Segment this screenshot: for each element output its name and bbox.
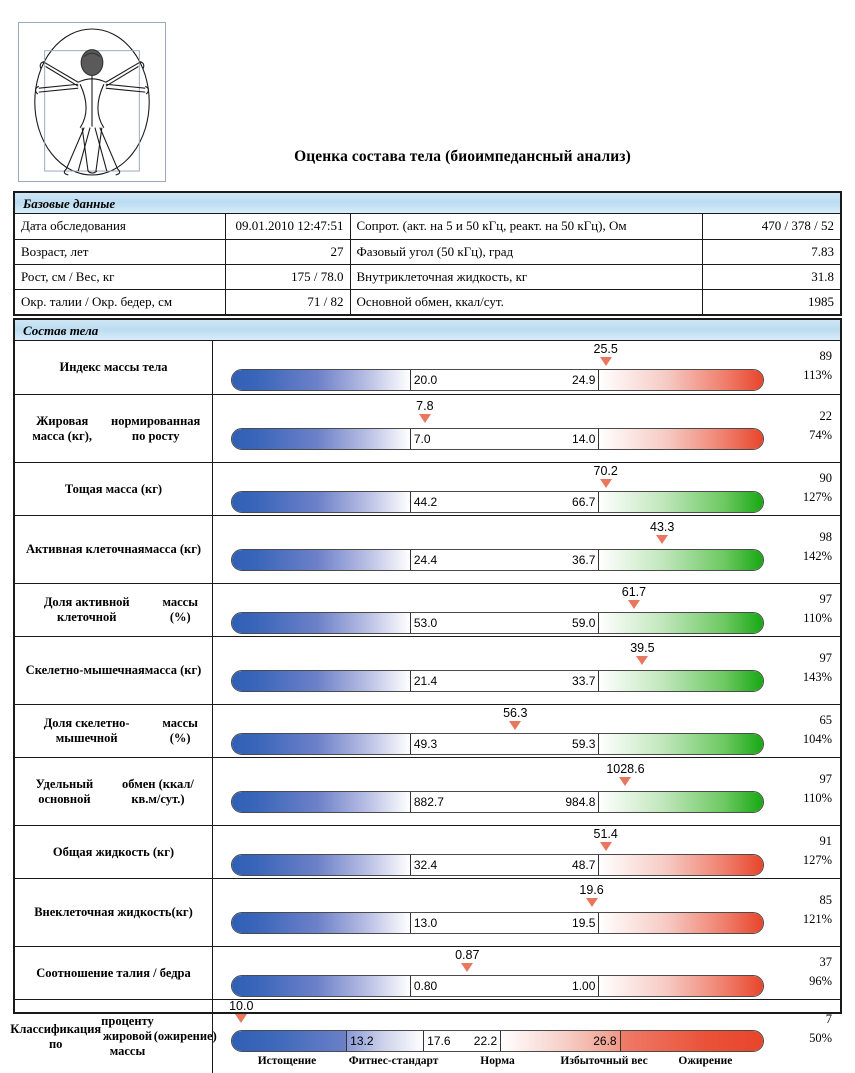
metric-name bbox=[15, 463, 213, 515]
segment-high bbox=[598, 429, 763, 449]
metric-name bbox=[15, 826, 213, 878]
segment-low bbox=[232, 492, 410, 512]
segment-normal bbox=[410, 734, 599, 754]
marker-value: 51.4 bbox=[593, 827, 618, 841]
range-bar bbox=[231, 733, 764, 755]
metric-scale bbox=[213, 516, 778, 583]
value-marker bbox=[595, 763, 655, 786]
range-bar bbox=[231, 670, 764, 692]
marker-value: 70.2 bbox=[593, 464, 618, 478]
body-composition-header: Состав тела bbox=[15, 320, 840, 341]
page-title: Оценка состава тела (биоимпедансный анализ) bbox=[294, 148, 631, 165]
segment-high bbox=[598, 792, 763, 812]
range-low-value: 7.0 bbox=[413, 432, 431, 446]
marker-value: 19.6 bbox=[579, 883, 604, 897]
marker-value: 0.87 bbox=[455, 948, 480, 962]
value-marker bbox=[576, 343, 636, 366]
marker-triangle-icon bbox=[509, 721, 521, 730]
classification-category-label: Истощение bbox=[257, 1055, 317, 1067]
metric-absolute: 22 bbox=[819, 409, 832, 423]
range-high-value: 33.7 bbox=[572, 674, 596, 688]
range-low-value: 13.0 bbox=[413, 916, 438, 930]
value-marker bbox=[604, 586, 664, 609]
range-high-value: 48.7 bbox=[572, 858, 596, 872]
segment-low bbox=[232, 370, 410, 390]
range-low-value: 44.2 bbox=[413, 495, 438, 509]
base-label-right: Основной обмен, ккал/сут. bbox=[350, 289, 702, 314]
range-low-value: 882.7 bbox=[413, 795, 444, 809]
metric-absolute: 97 bbox=[819, 772, 832, 786]
metric-percent: 110% bbox=[803, 791, 832, 805]
range-bar bbox=[231, 912, 764, 934]
metric-label-line: (кг) bbox=[171, 905, 193, 919]
value-marker bbox=[612, 642, 672, 665]
metric-scale bbox=[213, 341, 778, 394]
marker-triangle-icon bbox=[600, 357, 612, 366]
range-bar bbox=[231, 491, 764, 513]
base-data-section bbox=[13, 191, 842, 316]
range-bar bbox=[231, 854, 764, 876]
range-bar bbox=[231, 549, 764, 571]
segment-low bbox=[232, 671, 410, 691]
range-high-value: 1.00 bbox=[572, 979, 596, 993]
segment-high bbox=[598, 370, 763, 390]
range-low-value: 32.4 bbox=[413, 858, 438, 872]
range-high-value: 36.7 bbox=[572, 553, 596, 567]
metric-label-line: нормированная по росту bbox=[111, 413, 201, 443]
metric-scale bbox=[213, 947, 778, 999]
base-value-left: 27 bbox=[225, 239, 350, 264]
metric-label-line: проценту жировой массы bbox=[101, 1014, 154, 1058]
body-composition-section bbox=[10, 318, 842, 1067]
segment-high bbox=[598, 976, 763, 996]
marker-triangle-icon bbox=[619, 777, 631, 786]
metric-name bbox=[15, 341, 213, 394]
segment-low bbox=[232, 913, 410, 933]
metric-percent: 104% bbox=[802, 732, 832, 746]
segment-low bbox=[232, 976, 410, 996]
range-low-value: 53.0 bbox=[413, 616, 438, 630]
metric-absolute: 91 bbox=[819, 834, 832, 848]
metric-percent: 142% bbox=[802, 549, 832, 563]
metric-absolute: 97 bbox=[819, 592, 832, 606]
segment-high bbox=[598, 734, 763, 754]
base-label-left: Возраст, лет bbox=[15, 239, 225, 264]
range-high-value: 66.7 bbox=[572, 495, 596, 509]
base-value-right: 1985 bbox=[702, 289, 840, 314]
metric-results bbox=[778, 516, 840, 583]
marker-value: 43.3 bbox=[650, 520, 675, 534]
segment-normal bbox=[410, 429, 599, 449]
metric-results bbox=[778, 463, 840, 515]
range-bar bbox=[231, 975, 764, 997]
segment-normal bbox=[410, 550, 599, 570]
metric-results bbox=[778, 947, 840, 999]
metric-label-line: масса (кг) bbox=[144, 663, 202, 677]
base-label-left: Окр. талии / Окр. бедер, см bbox=[15, 289, 225, 314]
range-low-value: 21.4 bbox=[413, 674, 438, 688]
metric-percent: 50% bbox=[809, 1031, 832, 1045]
classification-boundary: 26.8 bbox=[593, 1034, 617, 1048]
metric-label-line: Тощая масса (кг) bbox=[64, 481, 163, 496]
classification-row bbox=[10, 999, 840, 1073]
classification-segment bbox=[423, 1031, 500, 1051]
metric-percent: 96% bbox=[809, 974, 832, 988]
metric-absolute: 37 bbox=[819, 955, 832, 969]
metric-name bbox=[15, 947, 213, 999]
metric-absolute: 7 bbox=[825, 1012, 832, 1026]
marker-triangle-icon bbox=[656, 535, 668, 544]
body-composition-row bbox=[15, 636, 840, 704]
metric-percent: 127% bbox=[802, 853, 832, 867]
range-low-value: 20.0 bbox=[413, 373, 438, 387]
classification-segment bbox=[500, 1031, 619, 1051]
metric-label-line: Скелетно-мышечная bbox=[25, 663, 145, 677]
base-data-table bbox=[15, 214, 840, 314]
metric-name bbox=[15, 395, 213, 462]
metric-results bbox=[778, 637, 840, 704]
value-marker bbox=[562, 884, 622, 907]
metric-name bbox=[10, 1000, 217, 1073]
segment-normal bbox=[410, 671, 599, 691]
base-data-row bbox=[15, 214, 840, 239]
segment-low bbox=[232, 550, 410, 570]
marker-triangle-icon bbox=[419, 414, 431, 423]
body-composition-row bbox=[15, 704, 840, 757]
metric-percent: 110% bbox=[803, 611, 832, 625]
range-low-value: 24.4 bbox=[413, 553, 438, 567]
classification-category-label: Ожирение bbox=[678, 1055, 733, 1067]
marker-value: 56.3 bbox=[503, 706, 528, 720]
segment-low bbox=[232, 613, 410, 633]
body-composition-row bbox=[15, 878, 840, 946]
metric-label-line: обмен (ккал/кв.м/сут.) bbox=[121, 776, 194, 806]
metric-results bbox=[778, 826, 840, 878]
metric-percent: 127% bbox=[802, 490, 832, 504]
base-data-row bbox=[15, 239, 840, 264]
classification-category-label: Избыточный вес bbox=[560, 1055, 648, 1067]
segment-low bbox=[232, 855, 410, 875]
segment-normal bbox=[410, 792, 599, 812]
metric-results bbox=[778, 705, 840, 757]
metric-scale bbox=[213, 395, 778, 462]
metric-absolute: 90 bbox=[819, 471, 832, 485]
metric-absolute: 65 bbox=[819, 713, 832, 727]
body-composition-row bbox=[15, 583, 840, 636]
segment-normal bbox=[410, 370, 599, 390]
marker-triangle-icon bbox=[628, 600, 640, 609]
metric-name bbox=[15, 758, 213, 825]
report-header bbox=[0, 0, 855, 180]
metric-scale bbox=[213, 463, 778, 515]
segment-normal bbox=[410, 976, 599, 996]
metric-scale bbox=[213, 758, 778, 825]
base-value-left: 71 / 82 bbox=[225, 289, 350, 314]
value-marker bbox=[576, 828, 636, 851]
metric-name bbox=[15, 516, 213, 583]
metric-results bbox=[778, 395, 840, 462]
metric-name bbox=[15, 584, 213, 636]
classification-category-label: Фитнес-стандарт bbox=[348, 1055, 439, 1067]
metric-label-line: (ожирение) bbox=[153, 1029, 217, 1043]
marker-value: 10.0 bbox=[229, 999, 254, 1013]
segment-normal bbox=[410, 855, 599, 875]
metric-results bbox=[778, 1000, 840, 1073]
body-composition-row bbox=[15, 341, 840, 394]
metric-scale bbox=[213, 584, 778, 636]
metric-label-line: Общая жидкость (кг) bbox=[52, 844, 175, 859]
range-high-value: 24.9 bbox=[572, 373, 596, 387]
marker-value: 7.8 bbox=[416, 399, 434, 413]
classification-category-label: Норма bbox=[480, 1055, 515, 1067]
marker-value: 61.7 bbox=[621, 585, 647, 599]
segment-low bbox=[232, 429, 410, 449]
metric-scale bbox=[213, 705, 778, 757]
metric-label-line: масса (кг) bbox=[144, 542, 202, 556]
metric-absolute: 98 bbox=[819, 530, 832, 544]
classification-bar bbox=[231, 1030, 764, 1052]
metric-name bbox=[15, 637, 213, 704]
metric-label-line: массы (%) bbox=[162, 716, 198, 745]
value-marker bbox=[576, 465, 636, 488]
range-high-value: 14.0 bbox=[572, 432, 596, 446]
segment-low bbox=[232, 792, 410, 812]
metric-absolute: 89 bbox=[819, 349, 832, 363]
segment-normal bbox=[410, 492, 599, 512]
metric-label-line: Внеклеточная жидкость bbox=[34, 905, 172, 919]
range-bar bbox=[231, 612, 764, 634]
base-value-left: 175 / 78.0 bbox=[225, 264, 350, 289]
metric-label-line: Классификация по bbox=[10, 1021, 102, 1051]
classification-boundary: 17.6 bbox=[427, 1034, 451, 1048]
range-high-value: 59.3 bbox=[572, 737, 596, 751]
metric-results bbox=[778, 879, 840, 946]
metric-label-line: Удельный основной bbox=[35, 776, 94, 806]
base-label-left: Рост, см / Вес, кг bbox=[15, 264, 225, 289]
metric-label-line: Соотношение талия / бедра bbox=[36, 965, 191, 980]
value-marker bbox=[632, 521, 692, 544]
base-value-left: 09.01.2010 12:47:51 bbox=[225, 214, 350, 239]
classification-boundary: 22.2 bbox=[473, 1034, 498, 1048]
range-high-value: 59.0 bbox=[572, 616, 596, 630]
segment-high bbox=[598, 671, 763, 691]
body-composition-row bbox=[15, 515, 840, 583]
classification-legend bbox=[231, 1055, 764, 1071]
value-marker bbox=[211, 1000, 271, 1023]
metric-percent: 113% bbox=[803, 368, 832, 382]
marker-value: 25.5 bbox=[593, 342, 618, 356]
range-low-value: 49.3 bbox=[413, 737, 438, 751]
base-data-header: Базовые данные bbox=[15, 193, 840, 214]
classification-boundary: 13.2 bbox=[350, 1034, 374, 1048]
base-label-right: Сопрот. (акт. на 5 и 50 кГц, реакт. на 50 кГц), Ом bbox=[350, 214, 702, 239]
base-label-right: Фазовый угол (50 кГц), град bbox=[350, 239, 702, 264]
classification-segment bbox=[232, 1031, 346, 1051]
segment-high bbox=[598, 550, 763, 570]
metric-name bbox=[15, 705, 213, 757]
marker-triangle-icon bbox=[586, 898, 598, 907]
segment-low bbox=[232, 734, 410, 754]
metric-percent: 143% bbox=[802, 670, 832, 684]
value-marker bbox=[437, 949, 497, 972]
segment-high bbox=[598, 492, 763, 512]
marker-triangle-icon bbox=[235, 1014, 247, 1023]
metric-percent: 74% bbox=[809, 428, 832, 442]
metric-scale bbox=[213, 879, 778, 946]
segment-high bbox=[598, 613, 763, 633]
base-value-right: 470 / 378 / 52 bbox=[702, 214, 840, 239]
range-high-value: 984.8 bbox=[565, 795, 596, 809]
metric-label-line: Жировая масса (кг), bbox=[32, 413, 92, 443]
range-bar bbox=[231, 369, 764, 391]
metric-label-line: Доля скелетно-мышечной bbox=[43, 716, 130, 745]
metric-absolute: 97 bbox=[819, 651, 832, 665]
range-low-value: 0.80 bbox=[413, 979, 438, 993]
body-composition-row bbox=[15, 825, 840, 878]
body-composition-row bbox=[15, 394, 840, 462]
marker-triangle-icon bbox=[636, 656, 648, 665]
metric-percent: 121% bbox=[802, 912, 832, 926]
value-marker bbox=[485, 707, 545, 730]
base-label-right: Внутриклеточная жидкость, кг bbox=[350, 264, 702, 289]
base-data-row bbox=[15, 264, 840, 289]
metric-absolute: 85 bbox=[819, 893, 832, 907]
metric-results bbox=[778, 758, 840, 825]
metric-results bbox=[778, 584, 840, 636]
base-value-right: 31.8 bbox=[702, 264, 840, 289]
metric-scale bbox=[213, 826, 778, 878]
segment-normal bbox=[410, 913, 599, 933]
marker-value: 1028.6 bbox=[606, 762, 645, 776]
segment-high bbox=[598, 913, 763, 933]
metric-label-line: Индекс массы тела bbox=[59, 360, 168, 374]
metric-name bbox=[15, 879, 213, 946]
marker-value: 39.5 bbox=[630, 641, 655, 655]
classification-segment bbox=[620, 1031, 763, 1051]
metric-label-line: Доля активной клеточной bbox=[43, 595, 130, 624]
segment-high bbox=[598, 855, 763, 875]
classification-scale bbox=[213, 1000, 778, 1073]
metric-scale bbox=[213, 637, 778, 704]
classification-segment bbox=[346, 1031, 423, 1051]
body-composition-row bbox=[15, 946, 840, 999]
range-high-value: 19.5 bbox=[572, 916, 596, 930]
range-bar bbox=[231, 791, 764, 813]
base-data-row bbox=[15, 289, 840, 314]
marker-triangle-icon bbox=[461, 963, 473, 972]
value-marker bbox=[395, 400, 455, 423]
base-value-right: 7.83 bbox=[702, 239, 840, 264]
body-composition-row bbox=[15, 757, 840, 825]
metric-results bbox=[778, 341, 840, 394]
metric-label-line: массы (%) bbox=[162, 595, 198, 624]
segment-normal bbox=[410, 613, 599, 633]
marker-triangle-icon bbox=[600, 842, 612, 851]
range-bar bbox=[231, 428, 764, 450]
marker-triangle-icon bbox=[600, 479, 612, 488]
body-composition-row bbox=[15, 462, 840, 515]
metric-label-line: Активная клеточная bbox=[25, 542, 145, 556]
base-label-left: Дата обследования bbox=[15, 214, 225, 239]
